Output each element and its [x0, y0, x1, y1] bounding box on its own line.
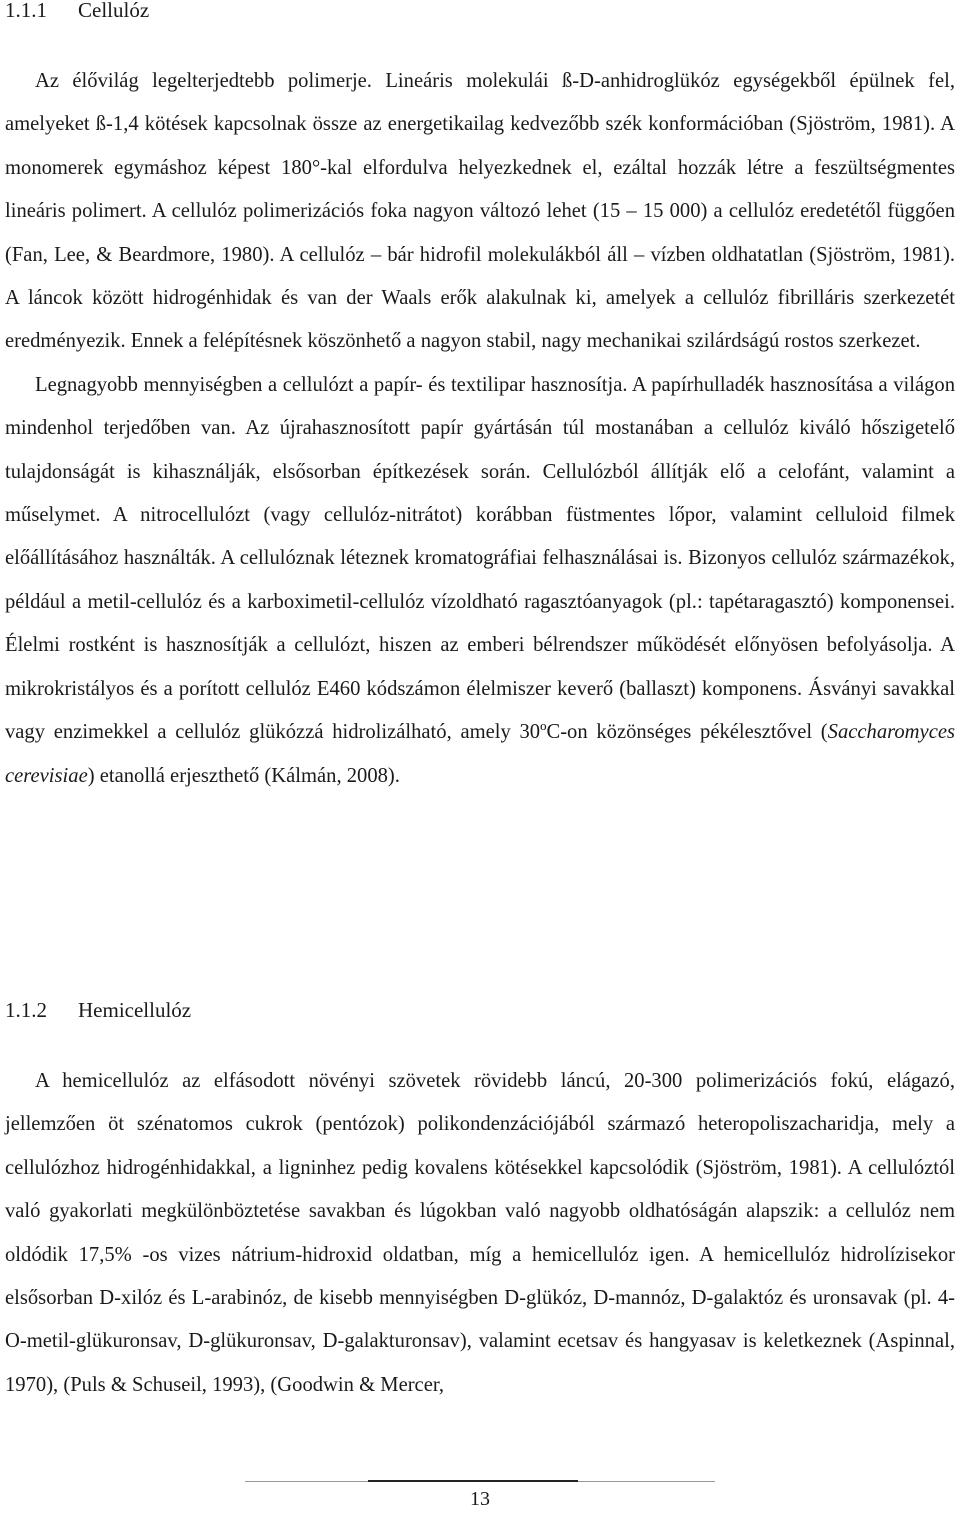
section-heading-cellulose: [5, 0, 149, 22]
section-title: Hemicellulóz: [78, 998, 192, 1022]
species-name: Saccharomyces cerevisiae: [5, 721, 955, 787]
section-title: Cellulóz: [78, 0, 150, 22]
hemicellulose-text-block: [5, 1060, 955, 1407]
section-number: 1.1.1: [5, 0, 47, 22]
paragraph-2-text: Legnagyobb mennyiségben a cellulózt a papír- és textilipar hasznosítja. A papírhulladék hasznosítása a világon mindenhol terjedőben van. Az újrahasznosított papír gyártásán túl mostanában a cellulóz kiváló hőszigetelő tulajdonságát is kihasználják, elsősorban építkezések során. Cellulózból állítják elő a celofánt, valamint a műselymet. A nitrocellulózt (vagy cellulóz-nitrátot) korábban füstmentes lőpor, valamint celluloid filmek előállításához használták. A cellulóznak léteznek kromatográfiai felhasználásai is. Bizonyos cellulóz származékok, például a metil-cellulóz és a karboximetil-cellulóz vízoldható ragasztóanyagok (pl.: tapétaragasztó) komponensei. Élelmi rostként is hasznosítják a cellulózt, hiszen az emberi bélrendszer működését előnyösen befolyásolja. A mikrokristályos és a porított cellulóz E460 kódszámon élelmiszer keverő (ballaszt) komponens. Ásványi savakkal vagy enzimekkel a cellulóz glükózzá hidrolizálható, amely 30ºC-on közönséges pékélesztővel (: [5, 373, 955, 744]
hemicellulose-paragraph-1: A hemicellulóz az elfásodott növényi szövetek rövidebb láncú, 20-300 polimerizációs fokú, elágazó, jellemzően öt szénatomos cukrok (pentózok) polikondenzációjából származó heteropoliszacharidja, mely a cellulózhoz hidrogénhidakkal, a ligninhez pedig kovalens kötésekkel kapcsolódik (Sjöström, 1981). A cellulóztól való gyakorlati megkülönböztetése savakban és lúgokban való nagyobb oldhatóságán alapszik: a cellulóz nem oldódik 17,5% -os vizes nátrium-hidroxid oldatban, míg a hemicellulóz igen. A hemicellulóz hidrolízisekor elsősorban D-xilóz és L-arabinóz, de kisebb mennyiségben D-glükóz, D-mannóz, D-galaktóz és uronsavak (pl. 4-O-metil-glükuronsav, D-glükuronsav, D-galakturonsav), valamint ecetsav és hangyasav is keletkeznek (Aspinnal, 1970), (Puls & Schuseil, 1993), (Goodwin & Mercer,: [5, 1070, 955, 1396]
cellulose-paragraph-1: Az élővilág legelterjedtebb polimerje. Lineáris molekulái ß-D-anhidroglükóz egységekből épülnek fel, amelyeket ß-1,4 kötések kapcsolnak össze az energetikailag kedvezőbb szék konformációban (Sjöström, 1981). A monomerek egymáshoz képest 180°-kal elfordulva helyezkednek el, ezáltal hozzák létre a feszültségmentes lineáris polimert. A cellulóz polimerizációs foka nagyon változó lehet (15 – 15 000) a cellulóz eredetétől függően (Fan, Lee, & Beardmore, 1980). A cellulóz – bár hidrofil molekulákból áll – vízben oldhatatlan (Sjöström, 1981). A láncok között hidrogénhidak és van der Waals erők alakulnak ki, amelyek a cellulóz fibrilláris szerkezetét eredményezik. Ennek a felépítésnek köszönhető a nagyon stabil, nagy mechanikai szilárdságú rostos szerkezet.: [5, 70, 955, 353]
section-heading-hemicellulose: [5, 998, 191, 1022]
paragraph-2-end: ) etanollá erjeszthető (Kálmán, 2008).: [87, 764, 400, 787]
cellulose-text-block: [5, 60, 955, 798]
cellulose-paragraph-2: [5, 364, 955, 798]
page-number: 13: [470, 1488, 490, 1510]
section-number: 1.1.2: [5, 998, 47, 1022]
footer-divider-accent: [368, 1480, 578, 1482]
